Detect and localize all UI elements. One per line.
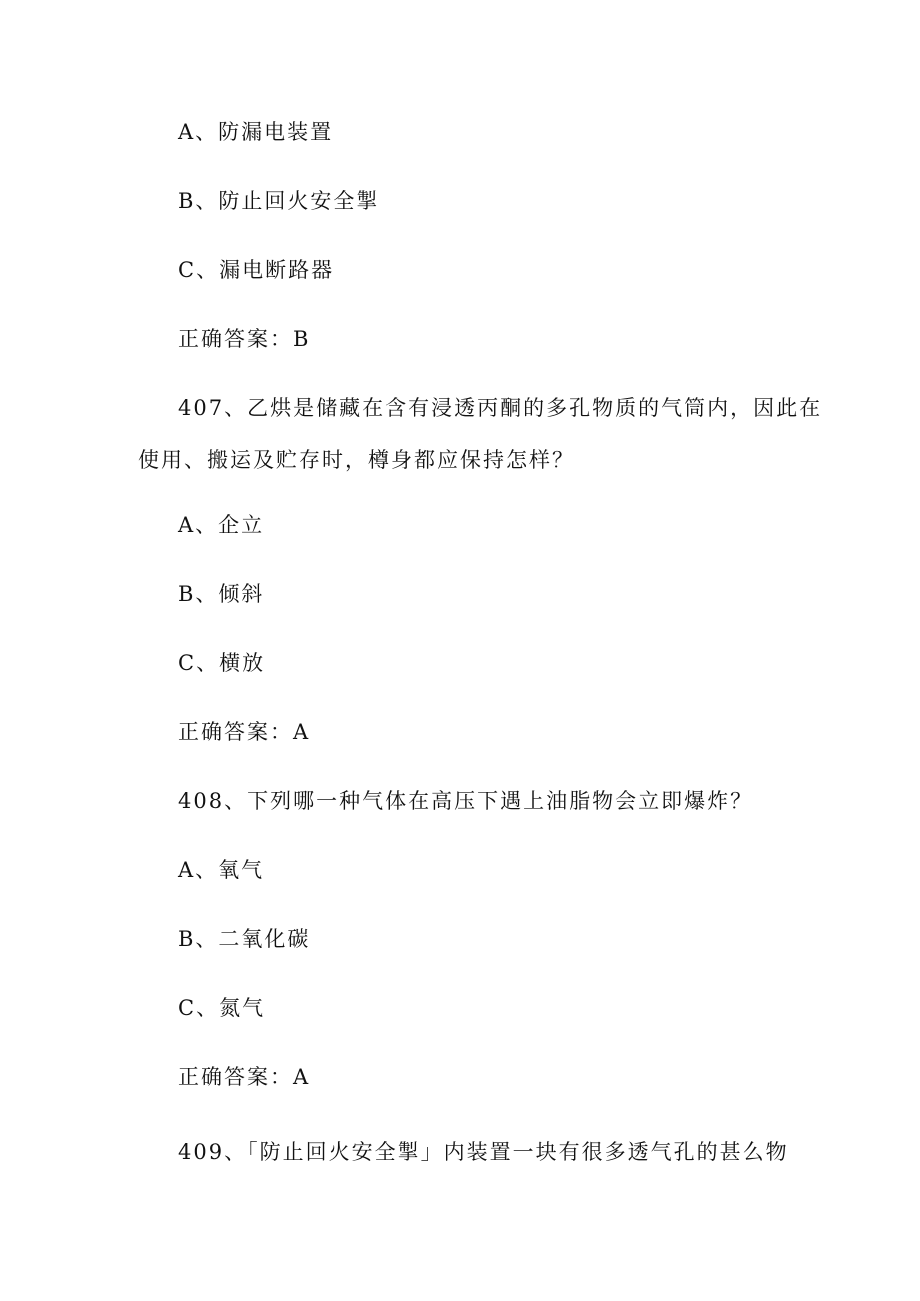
q407-option-c: C、横放: [178, 651, 266, 675]
q406-option-c: C、漏电断路器: [178, 258, 335, 282]
q407-option-a: A、企立: [178, 513, 265, 537]
q406-option-a: A、防漏电装置: [178, 120, 334, 144]
q408-option-a: A、氧气: [178, 858, 265, 882]
q408-question: 408、下列哪一种气体在高压下遇上油脂物会立即爆炸？: [178, 789, 754, 813]
q407-option-b: B、倾斜: [178, 582, 265, 606]
q407-question-line1: 407、乙烘是储藏在含有浸透丙酮的多孔物质的气筒内，因此在: [178, 396, 823, 420]
q406-answer: 正确答案：B: [178, 327, 311, 351]
q408-option-b: B、二氧化碳: [178, 927, 311, 951]
q408-option-c: C、氮气: [178, 996, 266, 1020]
q409-question: 409、「防止回火安全掣」内装置一块有很多透气孔的甚么物: [178, 1140, 789, 1164]
q408-answer: 正确答案：A: [178, 1065, 311, 1089]
q407-question-line2: 使用、搬运及贮存时，樽身都应保持怎样？: [138, 448, 575, 472]
q406-option-b: B、防止回火安全掣: [178, 189, 380, 213]
q407-answer: 正确答案：A: [178, 720, 311, 744]
